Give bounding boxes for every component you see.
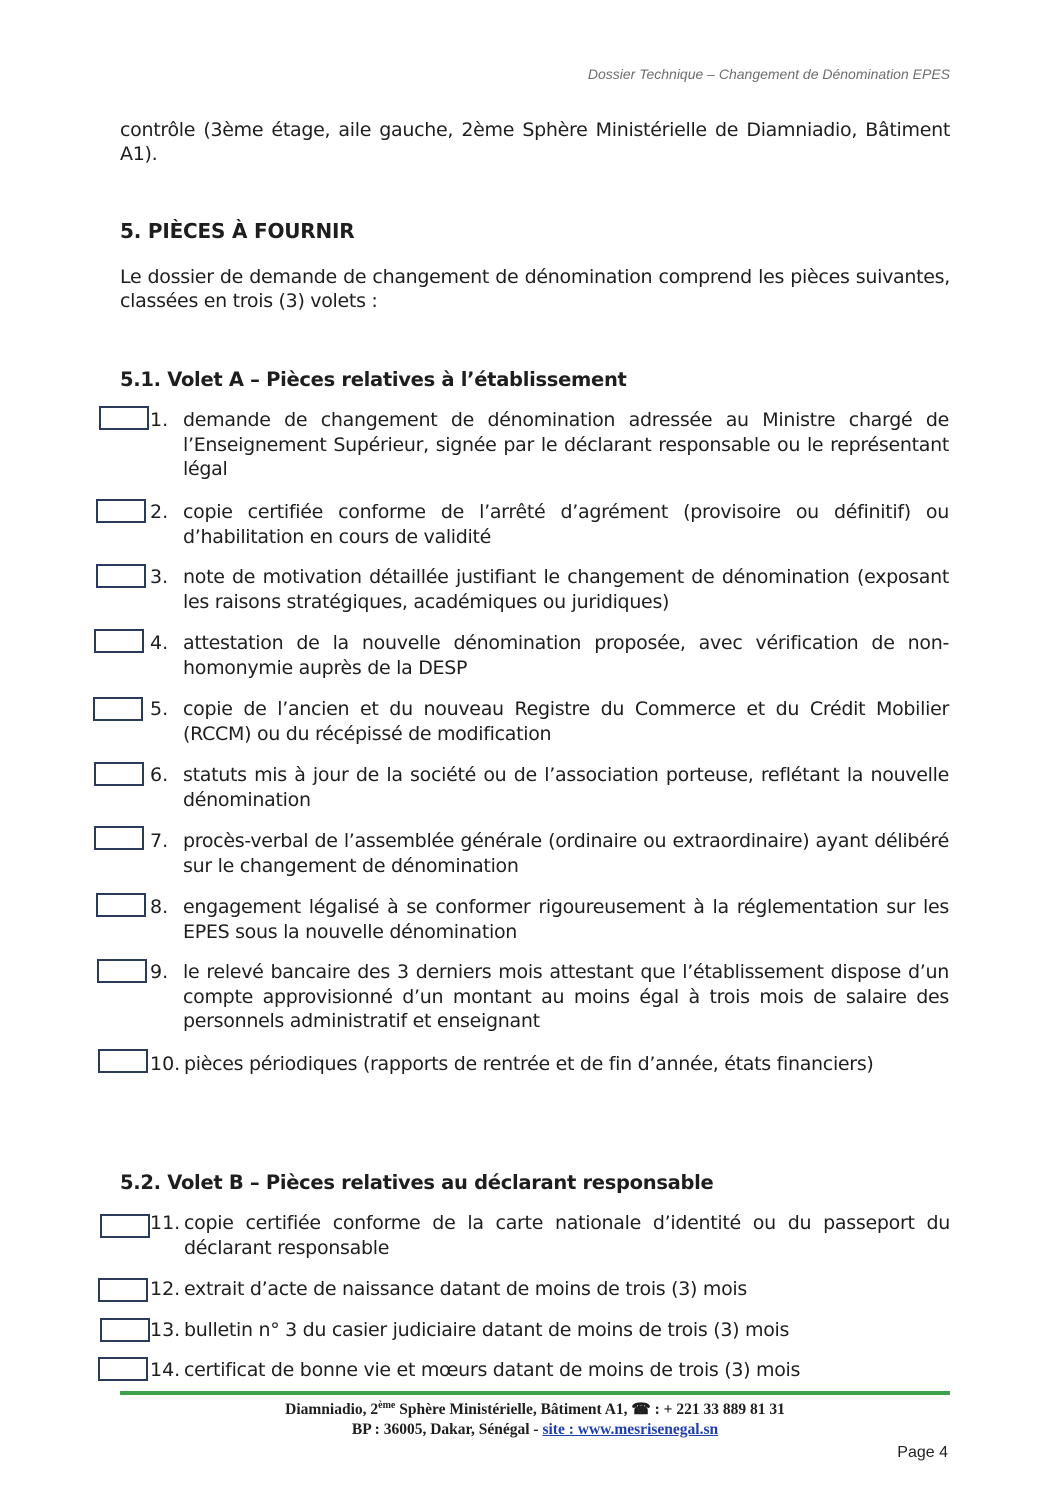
checkbox-6[interactable]	[94, 762, 144, 786]
checkbox-10[interactable]	[98, 1049, 148, 1073]
volet-a-title: 5.1. Volet A – Pièces relatives à l’établissement	[120, 368, 627, 391]
item-number: 10.	[150, 1053, 181, 1075]
page-number: Page 4	[897, 1444, 948, 1461]
checkbox-14[interactable]	[98, 1357, 148, 1381]
item-text: pièces périodiques (rapports de rentrée et de fin d’année, états financiers)	[184, 1053, 874, 1075]
item-number: 3.	[150, 566, 169, 588]
checkbox-7[interactable]	[94, 826, 144, 850]
checkbox-5[interactable]	[93, 697, 143, 721]
footer-address-part: Diamniadio, 2	[285, 1401, 379, 1419]
item-text: copie certifiée conforme de l’arrêté d’agrément (provisoire ou définitif) ou d’habilitation en cours de validité	[183, 501, 949, 548]
checkbox-3[interactable]	[96, 564, 146, 588]
item-number: 6.	[150, 764, 169, 786]
item-number: 7.	[150, 830, 169, 852]
item-text: bulletin n° 3 du casier judiciaire datant de moins de trois (3) mois	[184, 1319, 790, 1341]
checkbox-12[interactable]	[98, 1278, 148, 1302]
checkbox-4[interactable]	[94, 629, 144, 653]
checkbox-2[interactable]	[96, 499, 146, 523]
item-number: 12.	[150, 1278, 181, 1300]
item-number: 8.	[150, 896, 169, 918]
item-number: 13.	[150, 1319, 181, 1341]
section-5-intro: Le dossier de demande de changement de dénomination comprend les pièces suivantes, classées en trois (3) volets :	[120, 266, 950, 312]
footer-site-link[interactable]: site : www.mesrisenegal.sn	[542, 1421, 719, 1438]
item-number: 2.	[150, 501, 169, 523]
footer-divider	[120, 1391, 950, 1395]
item-number: 9.	[150, 961, 169, 983]
phone-icon: ☎	[631, 1401, 651, 1419]
running-header: Dossier Technique – Changement de Dénomination EPES	[587, 66, 950, 82]
section-5-title: 5. PIÈCES À FOURNIR	[120, 219, 355, 243]
item-number: 1.	[150, 409, 169, 431]
item-text: engagement légalisé à se conformer rigoureusement à la réglementation sur les EPES sous la nouvelle dénomination	[183, 896, 949, 943]
item-text: attestation de la nouvelle dénomination proposée, avec vérification de non-homonymie auprès de la DESP	[183, 632, 949, 679]
item-text: note de motivation détaillée justifiant le changement de dénomination (exposant les raisons stratégiques, académiques ou juridiques)	[183, 566, 949, 613]
checkbox-9[interactable]	[97, 959, 147, 983]
footer-postal	[120, 1421, 950, 1439]
footer-address	[120, 1400, 950, 1419]
item-text: le relevé bancaire des 3 derniers mois attestant que l’établissement dispose d’un compte approvisionné d’un montant au moins égal à trois mois de salaire des personnels administratif et enseignant	[183, 961, 949, 1032]
item-text: demande de changement de dénomination adressée au Ministre chargé de l’Enseignement Supérieur, signée par le déclarant responsable ou le représentant légal	[183, 409, 949, 480]
intro-paragraph: contrôle (3ème étage, aile gauche, 2ème Sphère Ministérielle de Diamniadio, Bâtiment A1).	[120, 119, 950, 165]
item-number: 4.	[150, 632, 169, 654]
item-text: procès-verbal de l’assemblée générale (ordinaire ou extraordinaire) ayant délibéré sur le changement de dénomination	[183, 830, 949, 877]
checkbox-8[interactable]	[96, 893, 146, 917]
volet-b-title: 5.2. Volet B – Pièces relatives au déclarant responsable	[120, 1171, 714, 1194]
item-text: copie certifiée conforme de la carte nationale d’identité ou du passeport du déclarant responsable	[184, 1212, 950, 1259]
footer-phone: : + 221 33 889 81 31	[650, 1401, 785, 1419]
checkbox-11[interactable]	[100, 1214, 150, 1238]
item-number: 14.	[150, 1359, 181, 1381]
footer-address-part: Sphère Ministérielle, Bâtiment A1,	[395, 1401, 628, 1419]
item-text: statuts mis à jour de la société ou de l’association porteuse, reflétant la nouvelle dénomination	[183, 764, 949, 811]
item-number: 5.	[150, 698, 169, 720]
item-text: certificat de bonne vie et mœurs datant de moins de trois (3) mois	[184, 1359, 801, 1381]
footer-superscript: ème	[378, 1400, 396, 1411]
checkbox-13[interactable]	[100, 1318, 150, 1342]
item-text: copie de l’ancien et du nouveau Registre du Commerce et du Crédit Mobilier (RCCM) ou du récépissé de modification	[183, 698, 949, 745]
footer-bp: BP : 36005, Dakar, Sénégal -	[351, 1421, 543, 1438]
item-number: 11.	[150, 1212, 181, 1234]
checkbox-1[interactable]	[99, 406, 149, 430]
item-text: extrait d’acte de naissance datant de moins de trois (3) mois	[184, 1278, 748, 1300]
